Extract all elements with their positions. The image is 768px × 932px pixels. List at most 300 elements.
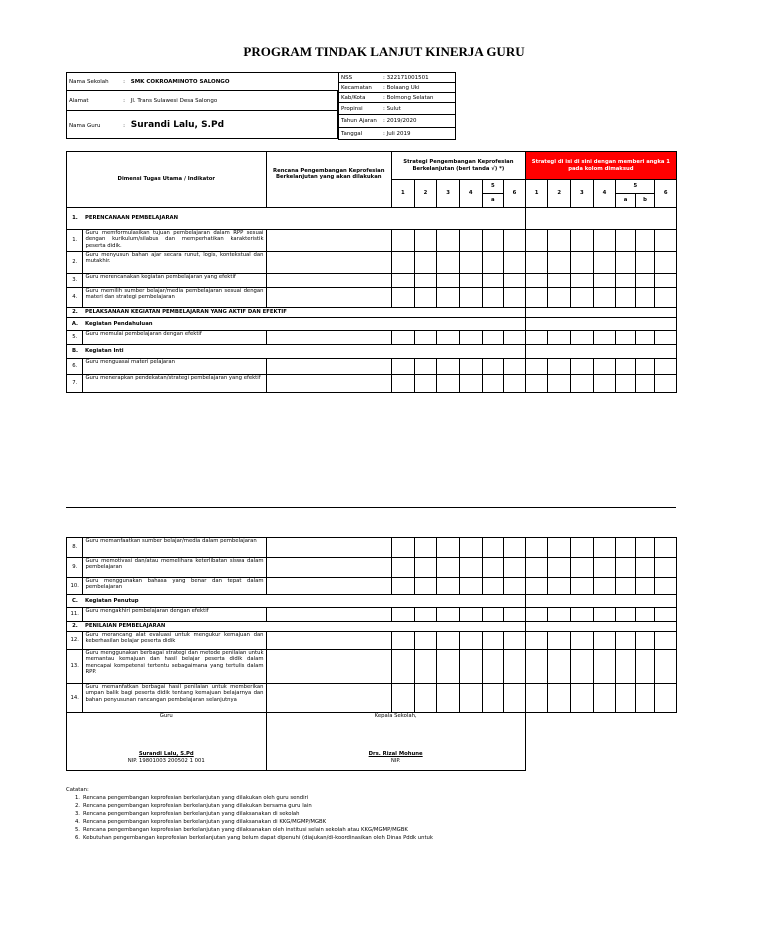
row-number: 2. bbox=[67, 622, 83, 632]
strategy-check-cell[interactable] bbox=[437, 274, 460, 288]
strategy-check-cell[interactable] bbox=[459, 538, 482, 558]
strategy-check-cell[interactable] bbox=[482, 375, 504, 393]
strategy-number-cell[interactable] bbox=[570, 632, 593, 650]
strategy-number-cell[interactable] bbox=[635, 650, 655, 684]
note-item bbox=[66, 826, 666, 834]
strategy-check-cell[interactable] bbox=[482, 252, 504, 274]
strategy-check-cell[interactable] bbox=[437, 538, 460, 558]
strategy-number-cell[interactable] bbox=[525, 558, 548, 578]
kabkota-label: Kab/Kota bbox=[341, 94, 366, 101]
strategy-check-cell[interactable] bbox=[504, 650, 526, 684]
indicator-row bbox=[67, 608, 677, 622]
strategy-check-cell[interactable] bbox=[459, 288, 482, 308]
strategy-check-cell[interactable] bbox=[437, 650, 460, 684]
row-number: 9. bbox=[67, 558, 83, 578]
strategy-check-cell[interactable] bbox=[437, 288, 460, 308]
strategy-number-cell[interactable] bbox=[525, 230, 548, 252]
col-2-header: 2 bbox=[414, 180, 437, 208]
strategy-check-cell[interactable] bbox=[392, 608, 415, 622]
strategy-check-cell[interactable] bbox=[482, 578, 504, 595]
note-item bbox=[66, 834, 666, 842]
page-title: PROGRAM TINDAK LANJUT KINERJA GURU bbox=[243, 44, 525, 59]
indicator-text: Guru memulai pembelajaran dengan efektif bbox=[83, 331, 266, 345]
strategy-number-cell[interactable] bbox=[635, 558, 655, 578]
section-strategy-cell bbox=[525, 208, 676, 230]
strategy-number-cell[interactable] bbox=[635, 288, 655, 308]
strategy-check-cell[interactable] bbox=[459, 375, 482, 393]
propinsi-label: Propinsi bbox=[341, 105, 363, 112]
strategy-number-cell[interactable] bbox=[570, 684, 593, 713]
strategy-number-cell[interactable] bbox=[548, 684, 571, 713]
strategy-number-cell[interactable] bbox=[525, 684, 548, 713]
strategy-check-cell[interactable] bbox=[504, 359, 526, 375]
strategy-check-cell[interactable] bbox=[482, 632, 504, 650]
row-number: 10. bbox=[67, 578, 83, 595]
strategy-number-cell[interactable] bbox=[525, 578, 548, 595]
strategy-number-cell[interactable] bbox=[616, 578, 636, 595]
indicator-row bbox=[67, 578, 677, 595]
strategy-number-cell[interactable] bbox=[655, 331, 677, 345]
rencana-input-cell[interactable] bbox=[266, 288, 391, 308]
strategy-number-cell[interactable] bbox=[525, 331, 548, 345]
section-title: PENILAIAN PEMBELAJARAN bbox=[83, 622, 525, 632]
indicator-text: Guru menggunakan berbagai strategi dan metode penilaian untuk memantau kemajuan dan hasil belajar peserta didik dalam mencapai kompetensi tertentu sebagaimana yang tertulis dalam RPP. bbox=[83, 650, 266, 684]
rencana-input-cell[interactable] bbox=[266, 650, 391, 684]
strategy-number-cell[interactable] bbox=[635, 632, 655, 650]
section-strategy-cell bbox=[525, 595, 676, 608]
strategy-number-cell[interactable] bbox=[616, 650, 636, 684]
section-strategy-cell bbox=[525, 308, 676, 318]
strategy-number-cell[interactable] bbox=[571, 230, 594, 252]
kepsek-nip: NIP. bbox=[390, 757, 401, 764]
section-title: PERENCANAAN PEMBELAJARAN bbox=[83, 208, 525, 230]
indicator-row bbox=[67, 230, 677, 252]
nama-sekolah-label: Nama Sekolah bbox=[69, 78, 109, 85]
indicator-text: Guru memformulasikan tujuan pembelajaran dalam RPP sesuai dengan kurikulum/silabus dan memperhatikan karakteristik peserta didik. bbox=[83, 230, 266, 252]
strategy-check-cell[interactable] bbox=[459, 331, 482, 345]
rencana-input-cell[interactable] bbox=[266, 230, 391, 252]
strategy-number-cell[interactable] bbox=[616, 252, 636, 274]
strategy-number-cell[interactable] bbox=[655, 684, 677, 713]
strategy-number-cell[interactable] bbox=[525, 650, 548, 684]
indicator-row bbox=[67, 375, 677, 393]
strategy-number-cell[interactable] bbox=[548, 252, 571, 274]
notes-section bbox=[66, 786, 666, 842]
col-5-header: 5 bbox=[482, 180, 504, 194]
strategy-check-cell[interactable] bbox=[437, 558, 460, 578]
strategy-number-cell[interactable] bbox=[548, 331, 571, 345]
strategy-number-cell[interactable] bbox=[570, 578, 593, 595]
strategy-number-cell[interactable] bbox=[635, 538, 655, 558]
row-number: 2. bbox=[67, 308, 83, 318]
guru-signature-block bbox=[67, 713, 267, 771]
rencana-input-cell[interactable] bbox=[266, 558, 391, 578]
section-title: Kegiatan Penutup bbox=[83, 595, 525, 608]
strategy-check-cell[interactable] bbox=[437, 684, 460, 713]
strategy-number-cell[interactable] bbox=[571, 331, 594, 345]
indicator-row bbox=[67, 632, 677, 650]
strategy-check-cell[interactable] bbox=[459, 650, 482, 684]
red-col-5-header: 5 bbox=[616, 180, 655, 194]
section-strategy-cell bbox=[525, 318, 676, 331]
strategy-number-cell[interactable] bbox=[525, 288, 548, 308]
strategy-check-cell[interactable] bbox=[482, 359, 504, 375]
section-title: PELAKSANAAN KEGIATAN PEMBELAJARAN YANG AKTIF DAN EFEKTIF bbox=[83, 308, 525, 318]
strategy-number-cell[interactable] bbox=[525, 608, 548, 622]
strategy-number-cell[interactable] bbox=[635, 274, 655, 288]
program-table-page2 bbox=[66, 537, 677, 771]
indicator-row bbox=[67, 274, 677, 288]
strategy-number-cell[interactable] bbox=[635, 578, 655, 595]
strategy-check-cell[interactable] bbox=[414, 274, 437, 288]
strategy-number-cell[interactable] bbox=[593, 632, 616, 650]
note-text: Rencana pengembangan keprofesian berkelanjutan yang dilakukan oleh guru sendiri bbox=[83, 795, 309, 801]
strategy-check-cell[interactable] bbox=[414, 650, 437, 684]
location-info-table bbox=[338, 72, 456, 140]
strategy-check-cell[interactable] bbox=[459, 608, 482, 622]
section-row bbox=[67, 308, 677, 318]
strategy-check-cell[interactable] bbox=[437, 632, 460, 650]
indicator-row bbox=[67, 684, 677, 713]
row-number: 1. bbox=[67, 230, 83, 252]
red-col-4-header: 4 bbox=[593, 180, 616, 208]
strategy-check-cell[interactable] bbox=[392, 274, 415, 288]
nama-guru-value: Surandi Lalu, S.Pd bbox=[130, 119, 225, 130]
strategy-check-cell[interactable] bbox=[482, 331, 504, 345]
kepsek-name: Drs. Rizal Mohune bbox=[368, 751, 423, 758]
col-1-header: 1 bbox=[392, 180, 415, 208]
note-item bbox=[66, 818, 666, 826]
strategy-check-cell[interactable] bbox=[504, 538, 526, 558]
strategy-number-cell[interactable] bbox=[570, 608, 593, 622]
note-text: Rencana pengembangan keprofesian berkelanjutan yang dilaksanakan di sekolah bbox=[83, 811, 300, 817]
indicator-text: Guru merancang alat evaluasi untuk mengukur kemajuan dan keberhasilan belajar peserta didik bbox=[83, 632, 266, 650]
notes-label: Catatan: bbox=[66, 787, 89, 793]
strategy-check-cell[interactable] bbox=[437, 359, 460, 375]
row-number: 6. bbox=[67, 359, 83, 375]
indicator-row bbox=[67, 252, 677, 274]
strategy-number-cell[interactable] bbox=[548, 632, 571, 650]
strategy-check-cell[interactable] bbox=[392, 578, 415, 595]
strategy-number-cell[interactable] bbox=[593, 650, 616, 684]
strategy-check-cell[interactable] bbox=[482, 650, 504, 684]
rencana-input-cell[interactable] bbox=[266, 538, 391, 558]
strategy-number-cell[interactable] bbox=[593, 288, 616, 308]
strategy-check-cell[interactable] bbox=[392, 230, 415, 252]
strategy-number-cell[interactable] bbox=[593, 331, 616, 345]
strategy-check-cell[interactable] bbox=[414, 252, 437, 274]
strategy-number-cell[interactable] bbox=[525, 632, 548, 650]
strategy-check-cell[interactable] bbox=[437, 578, 460, 595]
strategy-number-cell[interactable] bbox=[548, 288, 571, 308]
red-col-6-header: 6 bbox=[655, 180, 677, 208]
strategy-check-cell[interactable] bbox=[392, 359, 415, 375]
strategy-number-cell[interactable] bbox=[570, 538, 593, 558]
strategy-number-cell[interactable] bbox=[655, 650, 677, 684]
note-number: 3. bbox=[74, 811, 80, 817]
strategy-number-cell[interactable] bbox=[655, 288, 677, 308]
rencana-input-cell[interactable] bbox=[266, 359, 391, 375]
school-info-table: Nama Sekolah : SMK COKROAMINOTO SALONGO Alamat : Jl. Trans Sulawesi Desa Salongo Nama Guru : Surandi Lalu, S.Pd bbox=[66, 72, 338, 139]
indicator-text: Guru menggunakan bahasa yang benar dan tepat dalam pembelajaran bbox=[83, 578, 266, 595]
strategy-check-cell[interactable] bbox=[414, 684, 437, 713]
row-number: 7. bbox=[67, 375, 83, 393]
strategy-check-cell[interactable] bbox=[504, 632, 526, 650]
strategy-check-cell[interactable] bbox=[504, 288, 526, 308]
kecamatan-label: Kecamatan bbox=[341, 84, 372, 91]
strategy-number-cell[interactable] bbox=[616, 684, 636, 713]
strategy-check-cell[interactable] bbox=[392, 331, 415, 345]
strategy-check-cell[interactable] bbox=[459, 684, 482, 713]
strategy-number-cell[interactable] bbox=[616, 538, 636, 558]
strategy-check-cell[interactable] bbox=[482, 274, 504, 288]
strategy-number-cell[interactable] bbox=[635, 684, 655, 713]
red-col-2-header: 2 bbox=[548, 180, 571, 208]
note-text: Rencana pengembangan keprofesian berkelanjutan yang dilaksanakan oleh institusi selain sekolah atau KKG/MGMP/MGBK bbox=[83, 827, 408, 833]
red-col-5a-header: a bbox=[616, 194, 636, 208]
strategy-check-cell[interactable] bbox=[504, 331, 526, 345]
strategy-number-cell[interactable] bbox=[655, 230, 677, 252]
strategy-check-cell[interactable] bbox=[437, 252, 460, 274]
strategy-check-cell[interactable] bbox=[392, 288, 415, 308]
strategy-number-cell[interactable] bbox=[635, 331, 655, 345]
strategy-check-cell[interactable] bbox=[482, 558, 504, 578]
rencana-input-cell[interactable] bbox=[266, 274, 391, 288]
strategy-check-cell[interactable] bbox=[459, 252, 482, 274]
strategy-number-cell[interactable] bbox=[616, 331, 636, 345]
strategy-number-cell[interactable] bbox=[571, 274, 594, 288]
strategy-check-cell[interactable] bbox=[414, 359, 437, 375]
strategy-number-cell[interactable] bbox=[548, 274, 571, 288]
strategy-number-cell[interactable] bbox=[548, 359, 571, 375]
strategi-header: Strategi Pengembangan Keprofesian Berkelanjutan (beri tanda √) *) bbox=[392, 152, 526, 180]
rencana-input-cell[interactable] bbox=[266, 684, 391, 713]
note-item bbox=[66, 794, 666, 802]
strategy-number-cell[interactable] bbox=[655, 359, 677, 375]
strategy-number-cell[interactable] bbox=[635, 252, 655, 274]
strategy-check-cell[interactable] bbox=[482, 288, 504, 308]
col-6-header: 6 bbox=[504, 180, 526, 208]
strategy-check-cell[interactable] bbox=[504, 274, 526, 288]
strategy-number-cell[interactable] bbox=[635, 230, 655, 252]
indicator-row bbox=[67, 650, 677, 684]
strategy-number-cell[interactable] bbox=[655, 578, 677, 595]
strategy-number-cell[interactable] bbox=[616, 359, 636, 375]
strategy-number-cell[interactable] bbox=[593, 359, 616, 375]
note-text: Rencana pengembangan keprofesian berkelanjutan yang dilaksanakan di KKG/MGMP/MGBK bbox=[83, 819, 327, 825]
strategy-check-cell[interactable] bbox=[504, 558, 526, 578]
indicator-row bbox=[67, 288, 677, 308]
strategy-number-cell[interactable] bbox=[525, 538, 548, 558]
guru-nip: NIP. 19801003 200502 1 001 bbox=[127, 757, 205, 764]
strategy-number-cell[interactable] bbox=[548, 650, 571, 684]
strategy-number-cell[interactable] bbox=[548, 578, 571, 595]
strategy-number-cell[interactable] bbox=[525, 252, 548, 274]
strategy-check-cell[interactable] bbox=[414, 230, 437, 252]
strategy-check-cell[interactable] bbox=[504, 578, 526, 595]
rencana-input-cell[interactable] bbox=[266, 578, 391, 595]
strategy-check-cell[interactable] bbox=[459, 632, 482, 650]
strategy-number-cell[interactable] bbox=[548, 538, 571, 558]
strategy-number-cell[interactable] bbox=[655, 252, 677, 274]
strategy-number-cell[interactable] bbox=[616, 375, 636, 393]
note-number: 2. bbox=[74, 803, 80, 809]
nama-sekolah-value: SMK COKROAMINOTO SALONGO bbox=[130, 78, 230, 85]
tahun-ajaran-value: : 2019/2020 bbox=[383, 118, 417, 124]
section-row bbox=[67, 318, 677, 331]
strategy-number-cell[interactable] bbox=[548, 375, 571, 393]
strategy-number-cell[interactable] bbox=[571, 375, 594, 393]
strategy-number-cell[interactable] bbox=[616, 288, 636, 308]
strategy-check-cell[interactable] bbox=[437, 608, 460, 622]
strategy-check-cell[interactable] bbox=[482, 608, 504, 622]
row-number: 14. bbox=[67, 684, 83, 713]
strategy-number-cell[interactable] bbox=[570, 558, 593, 578]
strategy-check-cell[interactable] bbox=[414, 288, 437, 308]
indicator-text: Guru mengakhiri pembelajaran dengan efektif bbox=[83, 608, 266, 622]
strategy-number-cell[interactable] bbox=[593, 578, 616, 595]
strategy-number-cell[interactable] bbox=[616, 230, 636, 252]
strategy-check-cell[interactable] bbox=[414, 558, 437, 578]
strategy-check-cell[interactable] bbox=[414, 331, 437, 345]
strategy-check-cell[interactable] bbox=[414, 608, 437, 622]
indicator-text: Guru menerapkan pendekatan/strategi pembelajaran yang efektif bbox=[83, 375, 266, 393]
strategy-number-cell[interactable] bbox=[616, 632, 636, 650]
strategy-check-cell[interactable] bbox=[459, 578, 482, 595]
kepsek-signature-block bbox=[266, 713, 525, 771]
section-strategy-cell bbox=[525, 622, 676, 632]
strategy-check-cell[interactable] bbox=[504, 608, 526, 622]
row-number: 2. bbox=[67, 252, 83, 274]
strategy-number-cell[interactable] bbox=[635, 375, 655, 393]
strategy-number-cell[interactable] bbox=[593, 230, 616, 252]
row-number: 3. bbox=[67, 274, 83, 288]
strategy-number-cell[interactable] bbox=[525, 274, 548, 288]
strategy-check-cell[interactable] bbox=[459, 274, 482, 288]
propinsi-value: : Sulut bbox=[383, 105, 401, 112]
section-row bbox=[67, 345, 677, 359]
strategy-number-cell[interactable] bbox=[525, 375, 548, 393]
note-item bbox=[66, 810, 666, 818]
row-number: 8. bbox=[67, 538, 83, 558]
rencana-input-cell[interactable] bbox=[266, 375, 391, 393]
strategy-number-cell[interactable] bbox=[525, 359, 548, 375]
row-number: 12. bbox=[67, 632, 83, 650]
strategy-number-cell[interactable] bbox=[593, 608, 616, 622]
strategy-check-cell[interactable] bbox=[414, 375, 437, 393]
indicator-text: Guru memotivasi dan/atau memelihara keterlibatan siswa dalam pembelajaran bbox=[83, 558, 266, 578]
strategy-number-cell[interactable] bbox=[570, 650, 593, 684]
indicator-row bbox=[67, 359, 677, 375]
section-row bbox=[67, 208, 677, 230]
tanggal-value: : Juli 2019 bbox=[383, 130, 411, 137]
rencana-input-cell[interactable] bbox=[266, 252, 391, 274]
strategy-check-cell[interactable] bbox=[392, 375, 415, 393]
strategy-number-cell[interactable] bbox=[616, 274, 636, 288]
strategy-number-cell[interactable] bbox=[655, 558, 677, 578]
strategy-check-cell[interactable] bbox=[437, 331, 460, 345]
strategy-check-cell[interactable] bbox=[482, 230, 504, 252]
indicator-text: Guru memilih sumber belajar/media pembelajaran sesuai dengan materi dan strategi pembelajaran bbox=[83, 288, 266, 308]
strategy-check-cell[interactable] bbox=[414, 632, 437, 650]
strategy-check-cell[interactable] bbox=[504, 230, 526, 252]
strategy-number-cell[interactable] bbox=[655, 608, 677, 622]
row-number: 4. bbox=[67, 288, 83, 308]
row-number: 5. bbox=[67, 331, 83, 345]
strategy-number-cell[interactable] bbox=[655, 274, 677, 288]
strategy-check-cell[interactable] bbox=[392, 650, 415, 684]
indicator-row bbox=[67, 331, 677, 345]
kecamatan-value: : Bolaang Uki bbox=[383, 84, 420, 91]
red-col-3-header: 3 bbox=[571, 180, 594, 208]
strategy-check-cell[interactable] bbox=[414, 578, 437, 595]
strategy-number-cell[interactable] bbox=[593, 375, 616, 393]
strategy-check-cell[interactable] bbox=[504, 684, 526, 713]
section-row bbox=[67, 622, 677, 632]
strategy-check-cell[interactable] bbox=[437, 375, 460, 393]
row-number: A. bbox=[67, 318, 83, 331]
strategy-number-cell[interactable] bbox=[655, 538, 677, 558]
strategy-number-cell[interactable] bbox=[593, 252, 616, 274]
indicator-row bbox=[67, 558, 677, 578]
rencana-input-cell[interactable] bbox=[266, 608, 391, 622]
strategy-check-cell[interactable] bbox=[437, 230, 460, 252]
strategy-number-cell[interactable] bbox=[593, 684, 616, 713]
rencana-input-cell[interactable] bbox=[266, 331, 391, 345]
program-table-page1 bbox=[66, 151, 677, 393]
strategy-check-cell[interactable] bbox=[392, 632, 415, 650]
strategy-check-cell[interactable] bbox=[459, 230, 482, 252]
strategy-check-cell[interactable] bbox=[482, 538, 504, 558]
strategy-check-cell[interactable] bbox=[504, 375, 526, 393]
indicator-text: Guru merencanakan kegiatan pembelajaran yang efektif bbox=[83, 274, 266, 288]
rencana-input-cell[interactable] bbox=[266, 632, 391, 650]
strategy-check-cell[interactable] bbox=[459, 558, 482, 578]
strategy-number-cell[interactable] bbox=[655, 632, 677, 650]
strategy-number-cell[interactable] bbox=[635, 359, 655, 375]
strategy-check-cell[interactable] bbox=[459, 359, 482, 375]
strategy-number-cell[interactable] bbox=[571, 252, 594, 274]
strategy-number-cell[interactable] bbox=[571, 288, 594, 308]
strategy-number-cell[interactable] bbox=[548, 230, 571, 252]
strategy-number-cell[interactable] bbox=[548, 608, 571, 622]
strategy-check-cell[interactable] bbox=[414, 538, 437, 558]
strategy-check-cell[interactable] bbox=[392, 538, 415, 558]
strategy-number-cell[interactable] bbox=[616, 558, 636, 578]
strategy-check-cell[interactable] bbox=[392, 558, 415, 578]
strategy-check-cell[interactable] bbox=[482, 684, 504, 713]
strategy-number-cell[interactable] bbox=[635, 608, 655, 622]
strategy-number-cell[interactable] bbox=[593, 538, 616, 558]
strategy-number-cell[interactable] bbox=[655, 375, 677, 393]
note-text: Rencana pengembangan keprofesian berkelanjutan yang dilakukan bersama guru lain bbox=[83, 803, 312, 809]
strategy-number-cell[interactable] bbox=[571, 359, 594, 375]
dimensi-header: Dimensi Tugas Utama / Indikator bbox=[67, 152, 267, 208]
nss-value: : 322171001501 bbox=[383, 74, 429, 81]
strategy-number-cell[interactable] bbox=[548, 558, 571, 578]
row-number: 11. bbox=[67, 608, 83, 622]
indicator-text: Guru menguasai materi pelajaran bbox=[83, 359, 266, 375]
strategy-number-cell[interactable] bbox=[616, 608, 636, 622]
strategy-check-cell[interactable] bbox=[504, 252, 526, 274]
indicator-text: Guru menyusun bahan ajar secara runut, logis, kontekstual dan mutakhir. bbox=[83, 252, 266, 274]
tanggal-label: Tanggal bbox=[341, 130, 363, 137]
strategy-number-cell[interactable] bbox=[593, 274, 616, 288]
strategy-check-cell[interactable] bbox=[392, 684, 415, 713]
strategy-number-cell[interactable] bbox=[593, 558, 616, 578]
row-number: 13. bbox=[67, 650, 83, 684]
strategy-check-cell[interactable] bbox=[392, 252, 415, 274]
